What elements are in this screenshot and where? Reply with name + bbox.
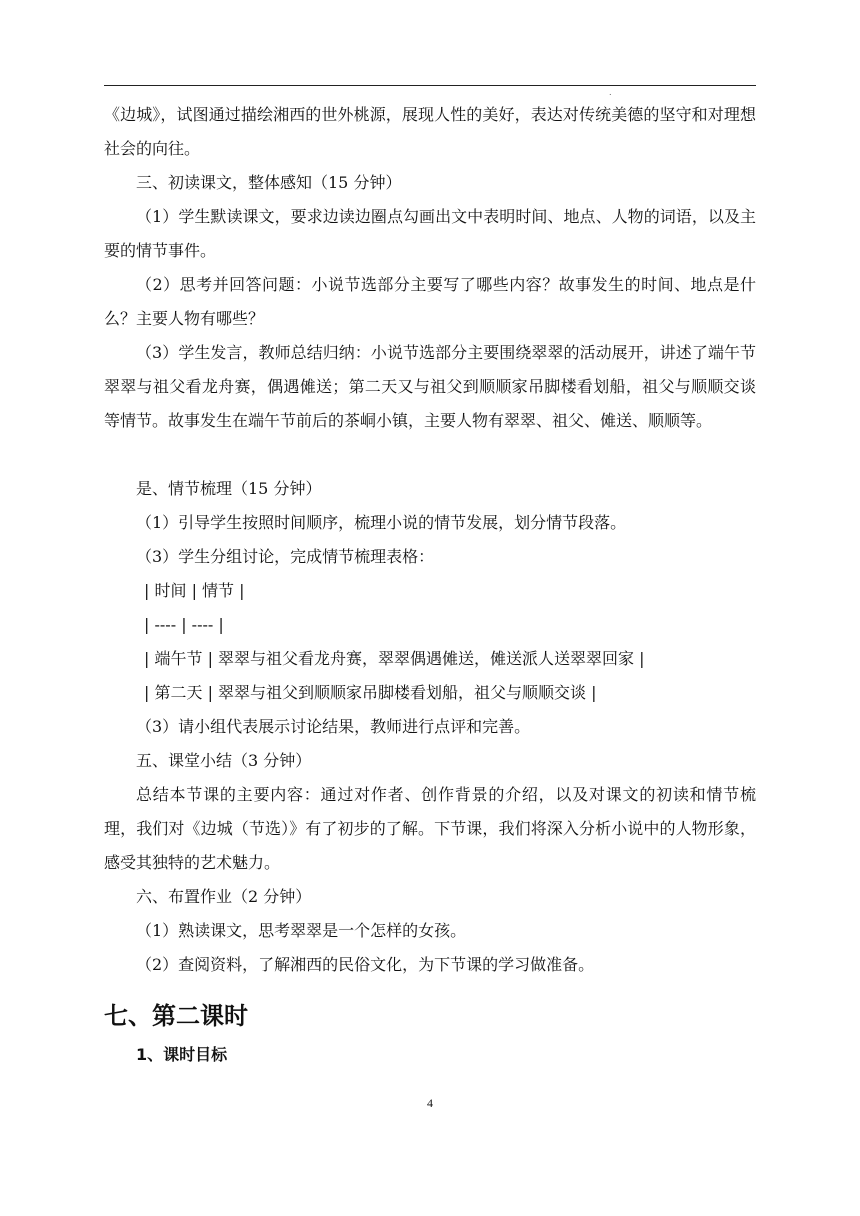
section-heading-five: 五、课堂小结（3 分钟） bbox=[136, 751, 312, 770]
paragraph: （1）熟读课文，思考翠翠是一个怎样的女孩。 bbox=[136, 921, 467, 940]
header-mark: . bbox=[609, 88, 612, 97]
paragraph: （3）学生发言，教师总结归纳：小说节选部分主要围绕翠翠的活动展开，讲述了端午节翠翠与祖父看龙舟赛，偶遇傩送；第二天又与祖父到顺顺家吊脚楼看划船，祖父与顺顺交谈等情节。故事发生在端午节前后的茶峒小镇，主要人物有翠翠、祖父、傩送、顺顺等。 bbox=[104, 343, 756, 430]
paragraph: 总结本节课的主要内容：通过对作者、创作背景的介绍，以及对课文的初读和情节梳理，我们对《边城（节选）》有了初步的了解。下节课，我们将深入分析小说中的人物形象，感受其独特的艺术魅力。 bbox=[104, 785, 756, 872]
section-heading-three: 三、初读课文，整体感知（15 分钟） bbox=[136, 173, 402, 192]
sub-heading: 1、课时目标 bbox=[136, 1045, 228, 1064]
page-number: 4 bbox=[427, 1096, 433, 1110]
section-heading-four: 是、情节梳理（15 分钟） bbox=[136, 479, 322, 498]
paragraph: （1）引导学生按照时间顺序，梳理小说的情节发展，划分情节段落。 bbox=[136, 513, 627, 532]
section-heading-six: 六、布置作业（2 分钟） bbox=[136, 887, 312, 906]
table-row: | 第二天 | 翠翠与祖父到顺顺家吊脚楼看划船，祖父与顺顺交谈 | bbox=[144, 683, 597, 702]
paragraph: 《边城》，试图通过描绘湘西的世外桃源，展现人性的美好，表达对传统美德的坚守和对理想社会的向往。 bbox=[104, 105, 756, 158]
paragraph: （1）学生默读课文，要求边读边圈点勾画出文中表明时间、地点、人物的词语，以及主要的情节事件。 bbox=[104, 207, 756, 260]
paragraph: （3）学生分组讨论，完成情节梳理表格： bbox=[136, 547, 435, 566]
paragraph: （2）思考并回答问题：小说节选部分主要写了哪些内容？故事发生的时间、地点是什么？主要人物有哪些？ bbox=[104, 275, 756, 328]
paragraph: （2）查阅资料，了解湘西的民俗文化，为下节课的学习做准备。 bbox=[136, 955, 595, 974]
table-row-separator: | ---- | ---- | bbox=[144, 615, 224, 634]
body-text bbox=[104, 98, 756, 982]
header-rule bbox=[104, 85, 756, 86]
table-row-header: | 时间 | 情节 | bbox=[144, 581, 245, 600]
table-row: | 端午节 | 翠翠与祖父看龙舟赛，翠翠偶遇傩送，傩送派人送翠翠回家 | bbox=[144, 649, 645, 668]
paragraph: （3）请小组代表展示讨论结果，教师进行点评和完善。 bbox=[136, 717, 531, 736]
chapter-heading: 七、第二课时 bbox=[104, 1002, 248, 1030]
